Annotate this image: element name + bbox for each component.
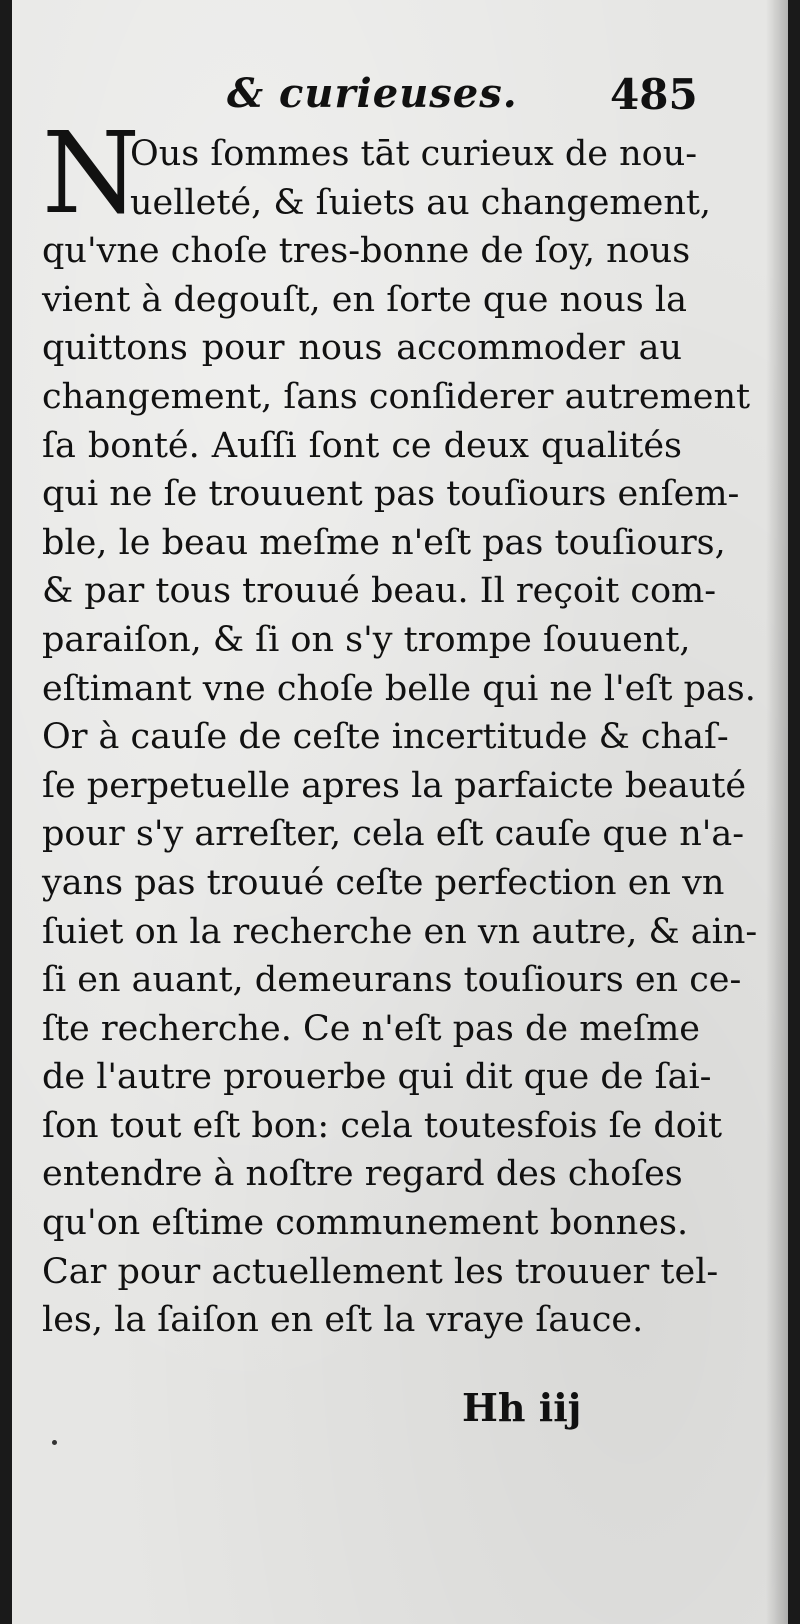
text-line: yans pas trouué ceſte perfection en vn xyxy=(42,862,725,903)
page-edge-shadow xyxy=(766,0,788,1624)
text-line: de l'autre prouerbe qui dit que de ſai- xyxy=(42,1057,712,1098)
text-line: ble, le beau meſme n'eſt pas touſiours, xyxy=(42,522,726,563)
drop-cap: N xyxy=(42,109,140,239)
text-line: ſa bonté. Auſſi ſont ce deux qualités xyxy=(42,425,682,466)
text-line: changement, ſans conſiderer autrement xyxy=(42,376,751,417)
page-number: 485 xyxy=(610,70,698,119)
text-line: paraiſon, & ſi on s'y trompe ſouuent, xyxy=(42,619,691,660)
text-line: Car pour actuellement les trouuer tel- xyxy=(42,1251,719,1292)
text-line: pour s'y arreſter, cela eſt cauſe que n'a- xyxy=(42,814,745,855)
text-line: Or à cauſe de ceſte incertitude & chaſ- xyxy=(42,717,729,758)
text-line: ſi en auant, demeurans touſiours en ce- xyxy=(42,960,742,1001)
text-line: eſtimant vne choſe belle qui ne l'eſt pas. xyxy=(42,668,756,709)
ink-speck xyxy=(52,1440,57,1445)
text-line: quittons pour nous accommoder au xyxy=(42,328,682,369)
text-line: uelleté, & ſuiets au changement, xyxy=(130,182,712,223)
text-line: ſe perpetuelle apres la parfaicte beauté xyxy=(42,765,747,806)
signature-mark: Hh iij xyxy=(462,1385,582,1430)
text-line: vient à degouſt, en ſorte que nous la xyxy=(42,279,687,320)
text-line: qu'on eſtime communement bonnes. xyxy=(42,1203,689,1244)
text-line: ſuiet on la recherche en vn autre, & ain- xyxy=(42,911,758,952)
book-page xyxy=(12,0,788,1624)
text-line: qu'vne choſe tres-bonne de ſoy, nous xyxy=(42,231,691,272)
text-line: entendre à noſtre regard des choſes xyxy=(42,1154,683,1195)
text-line: ſte recherche. Ce n'eſt pas de meſme xyxy=(42,1008,700,1049)
text-line: Ous ſommes tāt curieux de nou- xyxy=(130,134,698,174)
text-line: les, la ſaiſon en eſt la vraye ſauce. xyxy=(42,1300,644,1341)
running-head: & curieuses. xyxy=(227,70,518,117)
text-line: qui ne ſe trouuent pas touſiours enſem- xyxy=(42,474,740,515)
text-line: & par tous trouué beau. Il reçoit com- xyxy=(42,571,717,612)
text-line: ſon tout eſt bon: cela toutesfois ſe doit xyxy=(42,1105,723,1146)
body-text xyxy=(42,130,758,1345)
